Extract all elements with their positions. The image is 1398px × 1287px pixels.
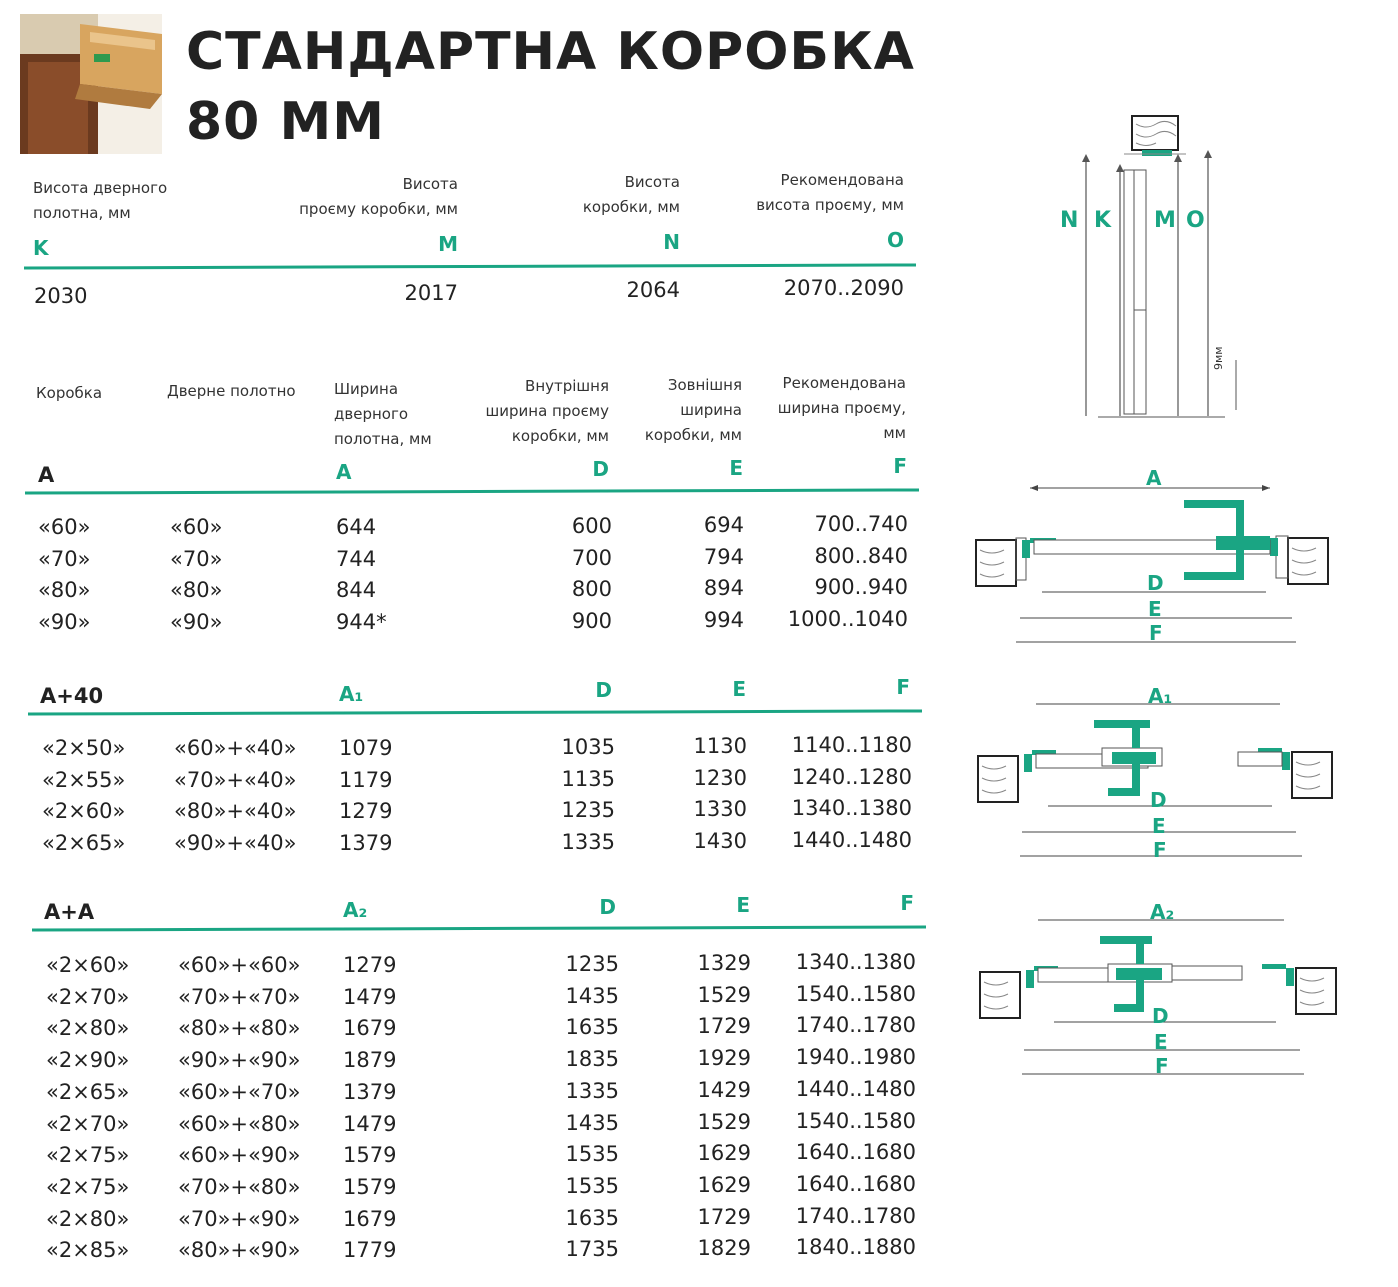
page-title: СТАНДАРТНА КОРОБКА	[186, 22, 915, 82]
height-diagram-letter-k: K	[1094, 208, 1112, 233]
header-m-line2: проєму коробки, мм	[299, 200, 458, 218]
height-diagram-letter-n: N	[1060, 208, 1079, 233]
table-cell-e: 1529	[697, 982, 751, 1007]
table-cell-a: 1879	[343, 1048, 397, 1073]
table-cell-leaf: «60»+«80»	[178, 1111, 301, 1136]
letter-m: M	[438, 232, 458, 256]
table-cell-a: 1579	[343, 1174, 397, 1199]
height-n-value: 2064	[626, 278, 680, 302]
table-cell-a: 744	[336, 546, 377, 571]
letter-k: K	[33, 236, 49, 260]
table-cell-d: 1635	[565, 1015, 619, 1040]
table-cell-box: «60»	[38, 515, 91, 539]
table-cell-e: 1729	[697, 1204, 751, 1229]
table-cell-d: 1735	[565, 1237, 619, 1262]
header-n-line2: коробки, мм	[582, 198, 680, 216]
header-e	[622, 373, 742, 448]
header-m	[258, 172, 458, 222]
table-cell-e: 994	[703, 608, 744, 633]
table-cell-box: «2×75»	[46, 1174, 130, 1199]
table-cell-e: 1729	[697, 1014, 751, 1039]
section-a40-rule	[28, 709, 922, 715]
double40-diagram-d: D	[1150, 788, 1167, 812]
table-cell-e: 1230	[693, 765, 747, 790]
table-cell-f: 700..740	[814, 512, 908, 536]
header-n-line1: Висота	[624, 173, 680, 191]
double-diagram-d: D	[1152, 1004, 1169, 1028]
section-aa-letter-a: A₂	[343, 898, 368, 922]
header-m-line1: Висота	[402, 175, 458, 193]
double-diagram-top-letter: A₂	[1150, 900, 1175, 924]
table-cell-leaf: «80»+«40»	[174, 799, 297, 824]
header-f	[746, 371, 906, 446]
header-leaf: Дверне полотно	[167, 382, 296, 400]
table-cell-box: «2×85»	[46, 1238, 130, 1263]
table-cell-f: 1000..1040	[787, 607, 908, 632]
section-aa-letter-e: E	[736, 893, 750, 917]
height-diagram	[1050, 110, 1250, 430]
header-k-line1: Висота дверного	[33, 179, 168, 197]
header-box: Коробка	[36, 384, 103, 402]
table-cell-f: 1740..1780	[795, 1203, 916, 1228]
table-cell-d: 1435	[565, 983, 619, 1008]
table-cell-a: 1479	[343, 984, 397, 1009]
table-cell-f: 1340..1380	[791, 796, 912, 821]
table-cell-e: 894	[703, 576, 744, 601]
table-cell-e: 1629	[697, 1141, 751, 1166]
table-cell-f: 900..940	[814, 575, 908, 600]
table-cell-d: 600	[571, 514, 612, 538]
section-a40-letter-f: F	[896, 675, 910, 699]
section-a40-label: A+40	[40, 684, 104, 708]
header-d-line1: Внутрішня	[525, 377, 609, 395]
section-a40-letter-a: A₁	[339, 682, 364, 706]
table-cell-leaf: «60»+«70»	[178, 1079, 301, 1104]
height-diagram-note: 9мм	[1212, 346, 1225, 370]
table-cell-d: 1635	[565, 1205, 619, 1230]
table-cell-d: 1435	[565, 1110, 619, 1135]
table-cell-d: 1235	[561, 798, 615, 823]
double40-diagram-top-letter: A₁	[1148, 684, 1173, 708]
table-cell-leaf: «70»	[170, 546, 223, 571]
table-cell-d: 1235	[565, 952, 619, 976]
table-cell-d: 700	[571, 545, 612, 570]
single-diagram-e: E	[1148, 597, 1162, 621]
table-cell-a: 844	[336, 578, 377, 603]
table-cell-e: 1529	[697, 1109, 751, 1134]
table-cell-leaf: «70»+«70»	[178, 984, 301, 1009]
page-subtitle: 80 ММ	[186, 92, 385, 152]
table-cell-f: 1240..1280	[791, 764, 912, 789]
table-cell-box: «90»	[38, 610, 91, 635]
header-k-line2: полотна, мм	[33, 204, 131, 222]
header-o-line2: висота проєму, мм	[756, 196, 904, 214]
table-cell-e: 1829	[697, 1236, 751, 1261]
height-o-value: 2070..2090	[783, 276, 904, 300]
heights-rule	[24, 263, 916, 269]
table-cell-a: 1779	[343, 1238, 397, 1263]
header-a-line3: полотна, мм	[334, 430, 432, 448]
table-cell-leaf: «60»+«40»	[174, 736, 297, 760]
table-cell-d: 1835	[565, 1047, 619, 1072]
header-k	[33, 176, 233, 226]
table-cell-e: 1629	[697, 1172, 751, 1197]
section-aa-letter-d: D	[599, 895, 616, 919]
table-cell-leaf: «90»+«40»	[174, 831, 297, 856]
single-diagram-top-letter: A	[1146, 466, 1162, 490]
header-f-line3: мм	[883, 424, 906, 442]
header-n	[480, 170, 680, 220]
table-cell-leaf: «80»	[170, 578, 223, 603]
table-cell-a: 1179	[339, 767, 393, 792]
header-d-line2: ширина проєму	[485, 402, 609, 420]
table-cell-f: 1440..1480	[795, 1076, 916, 1101]
table-cell-d: 900	[571, 609, 612, 634]
table-cell-e: 1329	[697, 951, 751, 975]
table-cell-e: 694	[703, 513, 744, 537]
table-cell-a: 1379	[343, 1079, 397, 1104]
height-diagram-letter-o: O	[1186, 208, 1205, 233]
table-cell-box: «2×60»	[46, 953, 130, 977]
table-cell-box: «70»	[38, 546, 91, 571]
table-cell-f: 800..840	[814, 543, 908, 568]
table-cell-leaf: «90»	[170, 610, 223, 635]
header-o	[704, 168, 904, 218]
table-cell-a: 1379	[339, 831, 393, 856]
table-cell-a: 1279	[343, 953, 397, 977]
table-cell-d: 1035	[561, 735, 615, 759]
table-cell-d: 1535	[565, 1173, 619, 1198]
section-aa-label: A+A	[44, 900, 95, 924]
height-diagram-letter-m: M	[1154, 208, 1176, 233]
table-cell-e: 1929	[697, 1046, 751, 1071]
table-cell-box: «2×70»	[46, 984, 130, 1009]
table-cell-leaf: «80»+«80»	[178, 1016, 301, 1041]
table-cell-a: 644	[336, 515, 377, 539]
table-cell-leaf: «70»+«40»	[174, 767, 297, 792]
door-frame-image	[20, 14, 162, 154]
single-diagram-d: D	[1147, 571, 1164, 595]
table-cell-box: «2×90»	[46, 1048, 130, 1073]
section-a-label: A	[38, 463, 55, 487]
table-cell-box: «2×60»	[42, 799, 126, 824]
table-cell-a: 1579	[343, 1143, 397, 1168]
table-cell-e: 794	[703, 544, 744, 569]
section-a-rule	[25, 488, 919, 494]
table-cell-box: «2×70»	[46, 1111, 130, 1136]
table-cell-box: «2×50»	[42, 736, 126, 760]
table-cell-a: 944*	[336, 610, 387, 635]
header-e-line3: коробки, мм	[644, 426, 742, 444]
table-cell-f: 1440..1480	[791, 828, 912, 853]
table-cell-f: 1940..1980	[795, 1045, 916, 1070]
table-cell-f: 1540..1580	[795, 1108, 916, 1133]
table-cell-f: 1840..1880	[795, 1235, 916, 1260]
table-cell-leaf: «60»	[170, 515, 223, 539]
table-cell-d: 800	[571, 577, 612, 602]
table-cell-a: 1679	[343, 1206, 397, 1231]
table-cell-f: 1540..1580	[795, 981, 916, 1006]
table-cell-d: 1335	[565, 1078, 619, 1103]
table-cell-leaf: «60»+«60»	[178, 953, 301, 977]
table-cell-e: 1430	[693, 829, 747, 854]
header-a-line2: дверного	[334, 405, 409, 423]
table-cell-box: «2×65»	[46, 1079, 130, 1104]
letter-n: N	[663, 230, 680, 254]
header-a-line1: Ширина	[334, 380, 399, 398]
header-e-line1: Зовнішня	[667, 376, 742, 394]
single-diagram-f: F	[1149, 621, 1163, 645]
section-aa-rule	[32, 925, 926, 931]
table-cell-e: 1330	[693, 797, 747, 822]
double-diagram-e: E	[1154, 1030, 1168, 1054]
table-cell-leaf: «60»+«90»	[178, 1143, 301, 1168]
table-cell-e: 1130	[693, 734, 747, 758]
table-cell-box: «2×75»	[46, 1143, 130, 1168]
header-e-line2: ширина	[680, 401, 742, 419]
header-d-line3: коробки, мм	[511, 427, 609, 445]
table-cell-d: 1135	[561, 766, 615, 791]
table-cell-leaf: «70»+«90»	[178, 1206, 301, 1231]
letter-o: O	[886, 228, 904, 252]
height-k-value: 2030	[34, 284, 88, 308]
table-cell-a: 1679	[343, 1016, 397, 1041]
table-cell-leaf: «80»+«90»	[178, 1238, 301, 1263]
table-cell-box: «2×80»	[46, 1206, 130, 1231]
double40-diagram-f: F	[1153, 838, 1167, 862]
double40-diagram-e: E	[1152, 814, 1166, 838]
table-cell-f: 1340..1380	[795, 950, 916, 974]
double-diagram-f: F	[1155, 1054, 1169, 1078]
header-f-line2: ширина проєму,	[777, 399, 906, 417]
table-cell-box: «2×80»	[46, 1016, 130, 1041]
table-cell-leaf: «90»+«90»	[178, 1048, 301, 1073]
table-cell-f: 1640..1680	[795, 1140, 916, 1165]
table-cell-d: 1335	[561, 830, 615, 855]
table-cell-box: «2×65»	[42, 831, 126, 856]
section-a-letter-a: A	[336, 460, 352, 484]
table-cell-f: 1140..1180	[791, 733, 912, 757]
header-d	[449, 374, 609, 449]
table-cell-f: 1740..1780	[795, 1013, 916, 1038]
section-a40-letter-d: D	[595, 678, 612, 702]
table-cell-leaf: «70»+«80»	[178, 1174, 301, 1199]
table-cell-f: 1640..1680	[795, 1171, 916, 1196]
section-aa-letter-f: F	[900, 891, 914, 915]
header-f-line1: Рекомендована	[782, 374, 906, 392]
height-m-value: 2017	[404, 281, 458, 305]
section-a40-letter-e: E	[732, 677, 746, 701]
header-o-line1: Рекомендована	[780, 171, 904, 189]
table-cell-a: 1279	[339, 799, 393, 824]
table-cell-box: «2×55»	[42, 767, 126, 792]
table-cell-e: 1429	[697, 1077, 751, 1102]
table-cell-a: 1479	[343, 1111, 397, 1136]
table-cell-a: 1079	[339, 736, 393, 760]
table-cell-box: «80»	[38, 578, 91, 603]
table-cell-d: 1535	[565, 1142, 619, 1167]
section-a-letter-f: F	[893, 454, 907, 478]
section-a-letter-e: E	[729, 456, 743, 480]
section-a-letter-d: D	[592, 457, 609, 481]
